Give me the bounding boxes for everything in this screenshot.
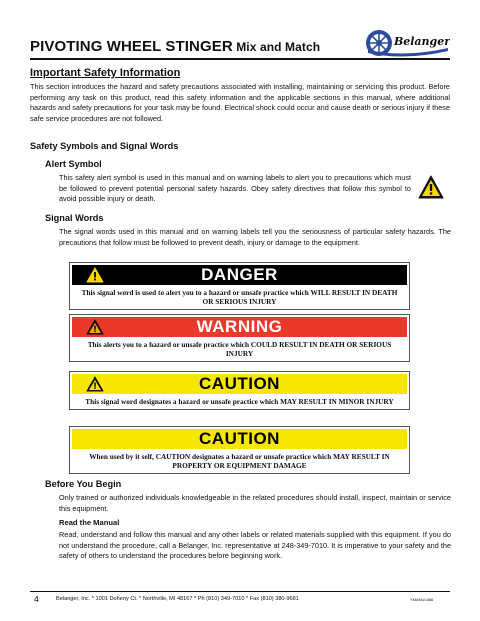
belanger-logo <box>364 28 450 58</box>
safety-alert-icon <box>418 175 444 199</box>
warning-message: This alerts you to a hazard or unsafe practice which COULD RESULT IN DEATH OR SERIOUS INJURY <box>87 340 392 358</box>
page-title <box>30 38 320 55</box>
page-number: 4 <box>34 594 39 604</box>
read-manual-paragraph: Read, understand and follow this manual and any other labels or related materials supplied with this equipment. If you do not understand the procedure, call a Belanger, Inc. representative at 248-349-7010. It is imperative to your safety and the safety of others to understand the procedures before beginning work. <box>59 530 451 561</box>
intro-paragraph: This section introduces the hazard and safety precautions associated with installing, maintaining or servicing this product. Before performing any task on this product, read this safety information and the applicable sections in this manual, where additional hazards and safety precautions for your task may be found. Electrical shock could occur and cause death or serious injury if these safe service procedures are not followed. <box>30 82 450 123</box>
logo-text: Belanger <box>393 35 450 48</box>
page-header <box>30 28 450 62</box>
danger-message: This signal word is used to alert you to a hazard or unsafe practice which WILL RESULT IN DEATH OR SERIOUS INJURY <box>81 288 398 306</box>
section-heading: Important Safety Information <box>30 67 181 79</box>
signal-words-heading: Signal Words <box>45 213 104 223</box>
caution-property-label <box>69 426 410 474</box>
caution-property-message: When used by it self, CAUTION designates a hazard or unsafe practice which MAY RESULT IN PROPERTY OR EQUIPMENT DAMAGE <box>89 452 390 470</box>
danger-word: DANGER <box>201 265 278 284</box>
caution-property-word: CAUTION <box>199 429 280 448</box>
warning-band <box>72 317 407 337</box>
footer-address: Belanger, Inc. * 1001 Doheny Ct. * Northville, MI 48167 * Ph (810) 349-7010 * Fax (810) 380-9681 <box>56 596 299 602</box>
caution-label <box>69 371 410 410</box>
caution-property-band <box>72 429 407 449</box>
header-divider <box>30 58 450 60</box>
before-paragraph: Only trained or authorized individuals knowledgeable in the related procedures should install, inspect, maintain or service this equipment. <box>59 493 451 513</box>
alert-paragraph: This safety alert symbol is used in this manual and on warning labels to alert you to precautions which must be followed to prevent potential personal safety hazards. Obey safety directives that follow this symbol to avoid possible injury or death. <box>59 173 411 204</box>
caution-band <box>72 374 407 394</box>
read-manual-heading: Read the Manual <box>59 518 120 527</box>
warning-word: WARNING <box>196 317 283 336</box>
document-code: YMANUL586 <box>410 597 434 602</box>
before-you-begin-heading: Before You Begin <box>45 479 122 489</box>
title-main: PIVOTING WHEEL STINGER <box>30 38 233 55</box>
symbols-heading: Safety Symbols and Signal Words <box>30 141 179 151</box>
caution-word: CAUTION <box>199 374 280 393</box>
alert-symbol-heading: Alert Symbol <box>45 159 102 169</box>
warning-label <box>69 314 410 362</box>
signal-paragraph: The signal words used in this manual and on warning labels tell you the seriousness of particular safety hazards. The precautions that follow must be followed to prevent death, injury or damage to the equipment. <box>59 227 451 247</box>
danger-band <box>72 265 407 285</box>
title-subtitle: Mix and Match <box>232 40 321 54</box>
danger-label <box>69 262 410 310</box>
footer-divider <box>30 591 450 592</box>
caution-message: This signal word designates a hazard or unsafe practice which MAY RESULT IN MINOR INJURY <box>85 397 394 406</box>
